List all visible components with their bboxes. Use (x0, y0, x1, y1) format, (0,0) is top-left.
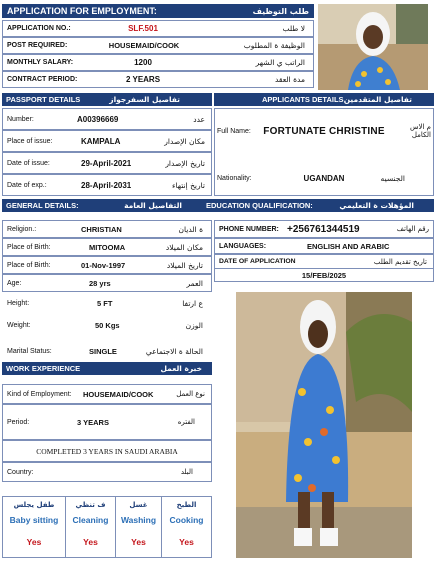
work-period-value: 3 YEARS (77, 417, 109, 427)
post-label: POST REQUIRED: (7, 42, 68, 49)
nationality-value: UGANDAN (303, 173, 345, 183)
work-period-row (2, 404, 212, 440)
height-value: 5 FT (97, 298, 113, 308)
contract-label: CONTRACT PERIOD: (7, 76, 78, 83)
skill-washing-label: Washing (120, 515, 157, 525)
skill-baby-sitting (2, 496, 66, 558)
skill-baby-sitting-ar: طفل يجلس (13, 501, 55, 509)
full-name-row (215, 121, 433, 141)
applicant-title: APPLICANTS DETAILS (262, 95, 344, 104)
skill-baby-sitting-value: Yes (26, 537, 42, 547)
phone-value: +256761344519 (287, 223, 360, 235)
skill-cleaning-ar: ف تنظي (75, 501, 106, 509)
row-salary (2, 54, 314, 71)
full-name-label: Full Name: (217, 127, 251, 135)
skill-washing-value: Yes (131, 537, 146, 547)
date-application-row (214, 254, 434, 268)
applicant-title-ar: تفاصيل المتقدمين (343, 95, 412, 104)
date-application-ar: تاريخ تقديم الطلب (373, 257, 427, 266)
pob-ar: مكان الميلاد (165, 242, 203, 252)
country-row (2, 462, 212, 482)
work-title-ar: خبرة العمل (160, 364, 202, 373)
date-application-value: 15/FEB/2025 (301, 270, 347, 280)
education-title-ar: المؤهلات ة التعليمي (339, 201, 414, 210)
languages-row (214, 238, 434, 254)
languages-label: LANGUAGES: (219, 242, 267, 250)
app-no-label: APPLICATION NO.: (7, 25, 71, 32)
date-application-label: DATE OF APPLICATION (219, 258, 296, 265)
salary-label: MONTHLY SALARY: (7, 59, 74, 66)
row-contract (2, 71, 314, 88)
page-title: APPLICATION FOR EMPLOYMENT: (7, 6, 157, 16)
full-name-value: FORTUNATE CHRISTINE (263, 125, 385, 137)
page-title-ar: طلب التوظيف (252, 6, 309, 16)
salary-ar: الراتب ي الشهر (255, 58, 305, 67)
work-period-ar: الفتره (177, 418, 195, 426)
work-table (2, 384, 212, 482)
age-value: 28 yrs (89, 278, 111, 288)
weight-value: 50 Kgs (95, 320, 120, 330)
contract-ar: مدة العقد (275, 75, 305, 84)
age-label: Age: (7, 279, 22, 287)
height-row (2, 294, 212, 312)
passport-place-label: Place of issue: (7, 137, 53, 145)
skill-washing-ar: غسل (129, 501, 148, 509)
kind-row (2, 384, 212, 404)
general-header (2, 199, 212, 212)
age-ar: العمر (186, 278, 203, 288)
passport-issue-label: Date of issue: (7, 159, 50, 167)
phone-row (214, 220, 434, 238)
skill-cooking-label: Cooking (169, 515, 204, 525)
height-ar: ع ارتفا (182, 298, 203, 308)
nationality-ar: الجنسيه (380, 173, 405, 183)
marital-ar: الحالة ة الاجتماعي (145, 346, 203, 356)
passport-title-ar: تفاصيل السفرجواز (109, 95, 180, 104)
row-post (2, 37, 314, 54)
work-period-label: Period: (7, 418, 30, 426)
completed-row (2, 440, 212, 462)
dob-label: Place of Birth: (7, 261, 51, 269)
skill-baby-sitting-label: Baby sitting (9, 515, 59, 525)
skill-cooking (162, 496, 212, 558)
education-title: EDUCATION QUALIFICATION: (206, 201, 313, 210)
applicant-table (214, 108, 434, 196)
education-table (214, 220, 434, 282)
pob-row (2, 238, 212, 256)
row-app-no (2, 20, 314, 37)
weight-ar: الوزن (185, 320, 203, 330)
app-no-ar: لا طلب (282, 24, 305, 33)
phone-ar: رقم الهاتف (396, 225, 429, 233)
applicant-photo-small (318, 4, 428, 90)
skill-cooking-value: Yes (179, 537, 194, 547)
dob-row (2, 256, 212, 274)
dob-value: 01-Nov-1997 (81, 260, 126, 270)
languages-value: ENGLISH AND ARABIC (307, 241, 390, 251)
post-value: HOUSEMAID/COOK (108, 41, 180, 50)
marital-row (2, 342, 212, 360)
passport-place-ar: مكان الإصدار (164, 136, 205, 146)
nationality-row (215, 169, 433, 187)
applicant-header (214, 93, 434, 106)
passport-exp-row (2, 174, 212, 196)
passport-number-row (2, 108, 212, 130)
skill-cleaning-value: Yes (83, 537, 98, 547)
passport-issue-row (2, 152, 212, 174)
age-row (2, 274, 212, 292)
header-bar (2, 4, 314, 18)
salary-value: 1200 (134, 58, 152, 67)
passport-exp-ar: تاريخ إنتهاء (171, 180, 205, 190)
passport-number-value: A00396669 (77, 114, 119, 124)
work-title: WORK EXPERIENCE (6, 364, 81, 373)
passport-exp-label: Date of exp.: (7, 181, 47, 189)
passport-place-row (2, 130, 212, 152)
skill-cleaning-label: Cleaning (72, 515, 109, 525)
app-no-value: SLF.501 (128, 24, 158, 33)
skills-grid (2, 496, 212, 558)
height-label: Height: (7, 299, 30, 307)
passport-issue-value: 29-April-2021 (81, 158, 132, 168)
education-header (202, 199, 434, 212)
skill-washing (116, 496, 162, 558)
weight-label: Weight: (7, 321, 31, 329)
religion-row (2, 220, 212, 238)
applicant-photo-large (236, 292, 412, 558)
passport-exp-value: 28-April-2031 (81, 180, 132, 190)
kind-value: HOUSEMAID/COOK (83, 389, 154, 399)
photo-portrait-small-icon (318, 4, 428, 90)
weight-row (2, 316, 212, 334)
religion-ar: ة الديان (178, 224, 203, 234)
full-name-ar: م الاس الكامل (409, 123, 431, 139)
kind-label: Kind of Employment: (7, 390, 72, 398)
passport-number-ar: عدد (193, 114, 205, 124)
passport-table (2, 108, 212, 196)
passport-title: PASSPORT DETAILS (6, 95, 81, 104)
top-info-table (2, 20, 314, 88)
completed-note: COMPLETED 3 YEARS IN SAUDI ARABIA (36, 446, 178, 456)
general-title: GENERAL DETAILS: (6, 201, 79, 210)
general-table-2 (2, 294, 212, 360)
dob-ar: تاريخ الميلاد (166, 260, 203, 270)
pob-label: Place of Birth: (7, 243, 51, 251)
religion-label: Religion.: (7, 225, 37, 233)
marital-label: Marital Status: (7, 347, 52, 355)
work-header (2, 362, 212, 375)
country-ar: البلد (180, 468, 193, 476)
religion-value: CHRISTIAN (81, 224, 122, 234)
passport-issue-ar: تاريخ الإصدار (165, 158, 205, 168)
general-title-ar: التفاصيل العامة (124, 201, 182, 210)
skill-cleaning (66, 496, 116, 558)
country-label: Country: (7, 468, 34, 476)
marital-value: SINGLE (89, 346, 117, 356)
photo-portrait-large-icon (236, 292, 412, 558)
phone-label: PHONE NUMBER: (219, 225, 279, 233)
kind-ar: نوع العمل (176, 390, 205, 398)
date-application-value-row (214, 268, 434, 282)
nationality-label: Nationality: (217, 174, 252, 182)
contract-value: 2 YEARS (125, 75, 161, 84)
post-ar: الوظيفة ة المطلوب (243, 41, 305, 50)
passport-number-label: Number: (7, 115, 34, 123)
passport-header (2, 93, 212, 106)
general-table (2, 220, 212, 292)
skill-cooking-ar: الطبخ (176, 501, 197, 509)
pob-value: MITOOMA (89, 242, 126, 252)
passport-place-value: KAMPALA (81, 136, 121, 146)
